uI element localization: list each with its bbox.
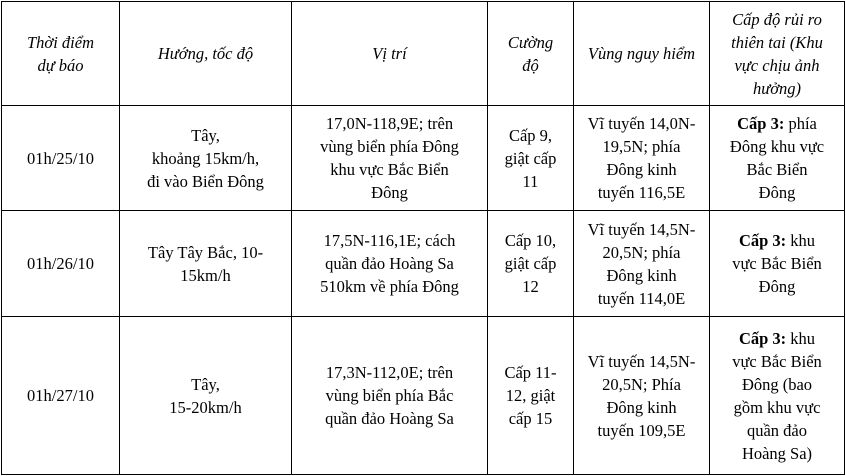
cell-danger-zone: Vĩ tuyến 14,5N- 20,5N; phía Đông kinh tuyến 114,0E	[574, 211, 710, 317]
cell-intensity: Cấp 11- 12, giật cấp 15	[488, 317, 574, 475]
cell-time: 01h/26/10	[2, 211, 120, 317]
cell-time: 01h/25/10	[2, 106, 120, 211]
risk-level-label: Cấp 3:	[737, 114, 785, 133]
risk-level-label: Cấp 3:	[738, 328, 787, 348]
cell-risk	[710, 211, 845, 317]
cell-intensity: Cấp 10, giật cấp 12	[488, 211, 574, 317]
header-row	[2, 2, 845, 106]
table-row	[2, 106, 845, 211]
cell-risk	[710, 106, 845, 211]
cell-direction: Tây Tây Bắc, 10- 15km/h	[120, 211, 292, 317]
cell-risk	[710, 317, 845, 475]
cell-danger-zone: Vĩ tuyến 14,5N- 20,5N; Phía Đông kinh tuyến 109,5E	[574, 317, 710, 475]
risk-area-text: khu vực Bắc Biển Đông (bao gồm khu vực quần đảo Hoàng Sa)	[732, 328, 822, 463]
risk-area-text: khu vực Bắc Biển Đông	[732, 231, 822, 296]
risk-level-label: Cấp 3:	[738, 231, 787, 250]
cell-position: 17,5N-116,1E; cách quần đảo Hoàng Sa 510km về phía Đông	[292, 211, 488, 317]
cell-direction: Tây, 15-20km/h	[120, 317, 292, 475]
header-danger-zone: Vùng nguy hiểm	[574, 2, 710, 106]
header-intensity: Cường độ	[488, 2, 574, 106]
header-position: Vị trí	[292, 2, 488, 106]
header-risk-level: Cấp độ rủi ro thiên tai (Khu vực chịu ảnh hưởng)	[710, 2, 845, 106]
risk-area-text: phía Đông khu vực Bắc Biển Đông	[729, 114, 825, 202]
cell-time: 01h/27/10	[2, 317, 120, 475]
header-forecast-time: Thời điểm dự báo	[2, 2, 120, 106]
cell-danger-zone: Vĩ tuyến 14,0N- 19,5N; phía Đông kinh tuyến 116,5E	[574, 106, 710, 211]
cell-position: 17,0N-118,9E; trên vùng biển phía Đông khu vực Bắc Biển Đông	[292, 106, 488, 211]
header-direction-speed: Hướng, tốc độ	[120, 2, 292, 106]
cell-direction: Tây, khoảng 15km/h, đi vào Biển Đông	[120, 106, 292, 211]
table-row	[2, 317, 845, 475]
storm-forecast-table	[1, 1, 845, 475]
table-row	[2, 211, 845, 317]
cell-position: 17,3N-112,0E; trên vùng biển phía Bắc quần đảo Hoàng Sa	[292, 317, 488, 475]
cell-intensity: Cấp 9, giật cấp 11	[488, 106, 574, 211]
